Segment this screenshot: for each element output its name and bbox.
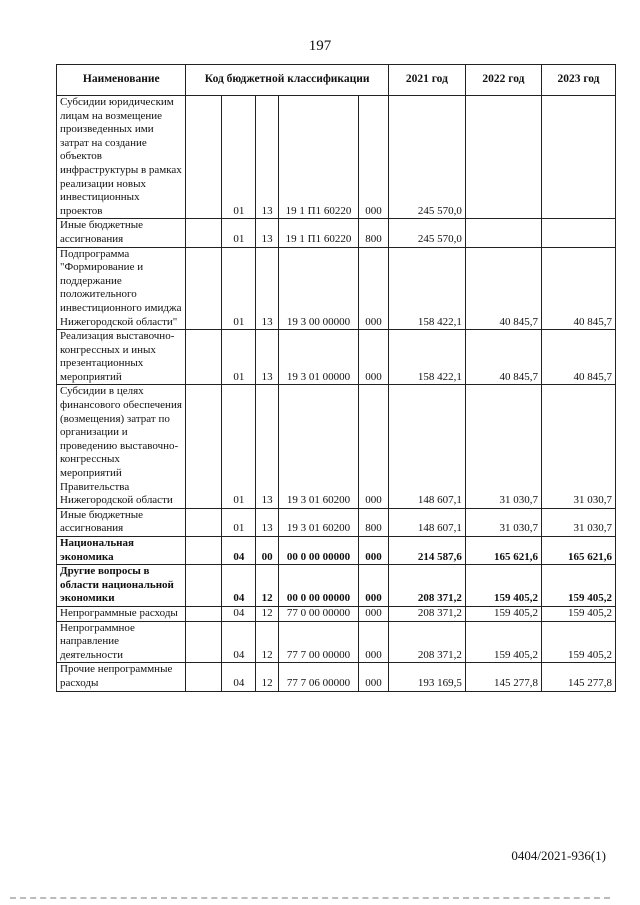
cell-section: 04 <box>222 621 256 663</box>
header-2021: 2021 год <box>388 65 465 96</box>
cell-section: 01 <box>222 96 256 219</box>
cell-y2021: 245 570,0 <box>388 219 465 247</box>
cell-subsection: 13 <box>256 508 279 536</box>
cell-expense-type: 000 <box>359 663 389 691</box>
cell-y2023: 159 405,2 <box>541 565 615 607</box>
table-row <box>57 621 616 663</box>
cell-empty <box>186 621 222 663</box>
cell-y2023: 159 405,2 <box>541 606 615 621</box>
cell-name: Непрограммное направление деятельности <box>57 621 186 663</box>
cell-y2023 <box>541 219 615 247</box>
cell-subsection: 12 <box>256 606 279 621</box>
cell-y2022: 31 030,7 <box>465 508 541 536</box>
cell-section: 01 <box>222 247 256 330</box>
cell-name: Национальная экономика <box>57 537 186 565</box>
cell-article: 00 0 00 00000 <box>278 537 358 565</box>
cell-name: Подпрограмма "Формирование и поддержание положительного инвестиционного имиджа Нижегородской области" <box>57 247 186 330</box>
table-row <box>57 247 616 330</box>
cell-y2023: 31 030,7 <box>541 508 615 536</box>
cell-y2021: 158 422,1 <box>388 330 465 385</box>
table-body <box>57 96 616 692</box>
cell-section: 04 <box>222 606 256 621</box>
cell-expense-type: 800 <box>359 219 389 247</box>
cell-y2021: 148 607,1 <box>388 385 465 508</box>
cell-section: 01 <box>222 385 256 508</box>
table-header <box>57 65 616 96</box>
cell-section: 04 <box>222 663 256 691</box>
cell-y2023 <box>541 96 615 219</box>
header-2022: 2022 год <box>465 65 541 96</box>
cell-expense-type: 000 <box>359 537 389 565</box>
cell-y2021: 208 371,2 <box>388 606 465 621</box>
cell-expense-type: 800 <box>359 508 389 536</box>
cell-expense-type: 000 <box>359 565 389 607</box>
table-row <box>57 663 616 691</box>
table-row <box>57 565 616 607</box>
cell-y2023: 159 405,2 <box>541 621 615 663</box>
cell-y2023: 31 030,7 <box>541 385 615 508</box>
cell-name: Другие вопросы в области национальной экономики <box>57 565 186 607</box>
cell-name: Субсидии в целях финансового обеспечения (возмещения) затрат по организации и проведению выставочно-конгрессных мероприятий Правительства Нижегородской области <box>57 385 186 508</box>
cell-name: Иные бюджетные ассигнования <box>57 219 186 247</box>
table-row <box>57 330 616 385</box>
cell-empty <box>186 565 222 607</box>
cell-article: 00 0 00 00000 <box>278 565 358 607</box>
cell-empty <box>186 663 222 691</box>
cell-empty <box>186 330 222 385</box>
cell-article: 19 1 П1 60220 <box>278 219 358 247</box>
cell-empty <box>186 537 222 565</box>
cell-y2021: 148 607,1 <box>388 508 465 536</box>
cell-subsection: 13 <box>256 219 279 247</box>
cell-y2023: 145 277,8 <box>541 663 615 691</box>
cell-subsection: 12 <box>256 621 279 663</box>
cell-expense-type: 000 <box>359 96 389 219</box>
cell-section: 01 <box>222 508 256 536</box>
cell-y2022 <box>465 96 541 219</box>
cell-y2023: 165 621,6 <box>541 537 615 565</box>
cell-subsection: 12 <box>256 565 279 607</box>
header-name: Наименование <box>57 65 186 96</box>
cell-y2021: 245 570,0 <box>388 96 465 219</box>
cell-section: 04 <box>222 565 256 607</box>
cell-expense-type: 000 <box>359 247 389 330</box>
cell-y2022 <box>465 219 541 247</box>
cell-expense-type: 000 <box>359 385 389 508</box>
cell-y2022: 159 405,2 <box>465 606 541 621</box>
table-row <box>57 96 616 219</box>
cell-name: Субсидии юридическим лицам на возмещение произведенных ими затрат на создание объектов инфраструктуры в рамках реализации новых инвестиционных проектов <box>57 96 186 219</box>
scan-artifact-line <box>10 897 610 899</box>
cell-empty <box>186 247 222 330</box>
cell-y2022: 40 845,7 <box>465 247 541 330</box>
cell-article: 19 3 01 60200 <box>278 385 358 508</box>
cell-y2023: 40 845,7 <box>541 330 615 385</box>
cell-empty <box>186 508 222 536</box>
cell-article: 19 3 01 60200 <box>278 508 358 536</box>
cell-y2021: 208 371,2 <box>388 565 465 607</box>
cell-article: 77 7 00 00000 <box>278 621 358 663</box>
cell-empty <box>186 219 222 247</box>
cell-y2022: 40 845,7 <box>465 330 541 385</box>
cell-subsection: 00 <box>256 537 279 565</box>
page-number: 197 <box>308 38 332 54</box>
cell-y2022: 31 030,7 <box>465 385 541 508</box>
cell-section: 04 <box>222 537 256 565</box>
table-row <box>57 219 616 247</box>
cell-article: 77 0 00 00000 <box>278 606 358 621</box>
cell-article: 19 3 01 00000 <box>278 330 358 385</box>
cell-empty <box>186 606 222 621</box>
cell-article: 77 7 06 00000 <box>278 663 358 691</box>
cell-y2022: 159 405,2 <box>465 565 541 607</box>
cell-y2022: 159 405,2 <box>465 621 541 663</box>
table-row <box>57 385 616 508</box>
budget-table <box>56 64 616 692</box>
cell-section: 01 <box>222 330 256 385</box>
cell-subsection: 13 <box>256 385 279 508</box>
cell-name: Реализация выставочно-конгрессных и иных презентационных мероприятий <box>57 330 186 385</box>
table-row <box>57 508 616 536</box>
header-classification: Код бюджетной классификации <box>186 65 388 96</box>
cell-y2022: 145 277,8 <box>465 663 541 691</box>
cell-name: Непрограммные расходы <box>57 606 186 621</box>
cell-expense-type: 000 <box>359 621 389 663</box>
cell-y2021: 158 422,1 <box>388 247 465 330</box>
cell-y2023: 40 845,7 <box>541 247 615 330</box>
cell-y2022: 165 621,6 <box>465 537 541 565</box>
table-row <box>57 606 616 621</box>
cell-empty <box>186 385 222 508</box>
cell-subsection: 13 <box>256 247 279 330</box>
cell-article: 19 1 П1 60220 <box>278 96 358 219</box>
cell-article: 19 3 00 00000 <box>278 247 358 330</box>
table-row <box>57 537 616 565</box>
cell-subsection: 12 <box>256 663 279 691</box>
cell-subsection: 13 <box>256 96 279 219</box>
cell-expense-type: 000 <box>359 606 389 621</box>
document-code: 0404/2021-936(1) <box>511 848 606 863</box>
header-2023: 2023 год <box>541 65 615 96</box>
cell-section: 01 <box>222 219 256 247</box>
cell-y2021: 208 371,2 <box>388 621 465 663</box>
cell-name: Прочие непрограммные расходы <box>57 663 186 691</box>
cell-expense-type: 000 <box>359 330 389 385</box>
cell-y2021: 193 169,5 <box>388 663 465 691</box>
cell-y2021: 214 587,6 <box>388 537 465 565</box>
cell-subsection: 13 <box>256 330 279 385</box>
cell-name: Иные бюджетные ассигнования <box>57 508 186 536</box>
cell-empty <box>186 96 222 219</box>
